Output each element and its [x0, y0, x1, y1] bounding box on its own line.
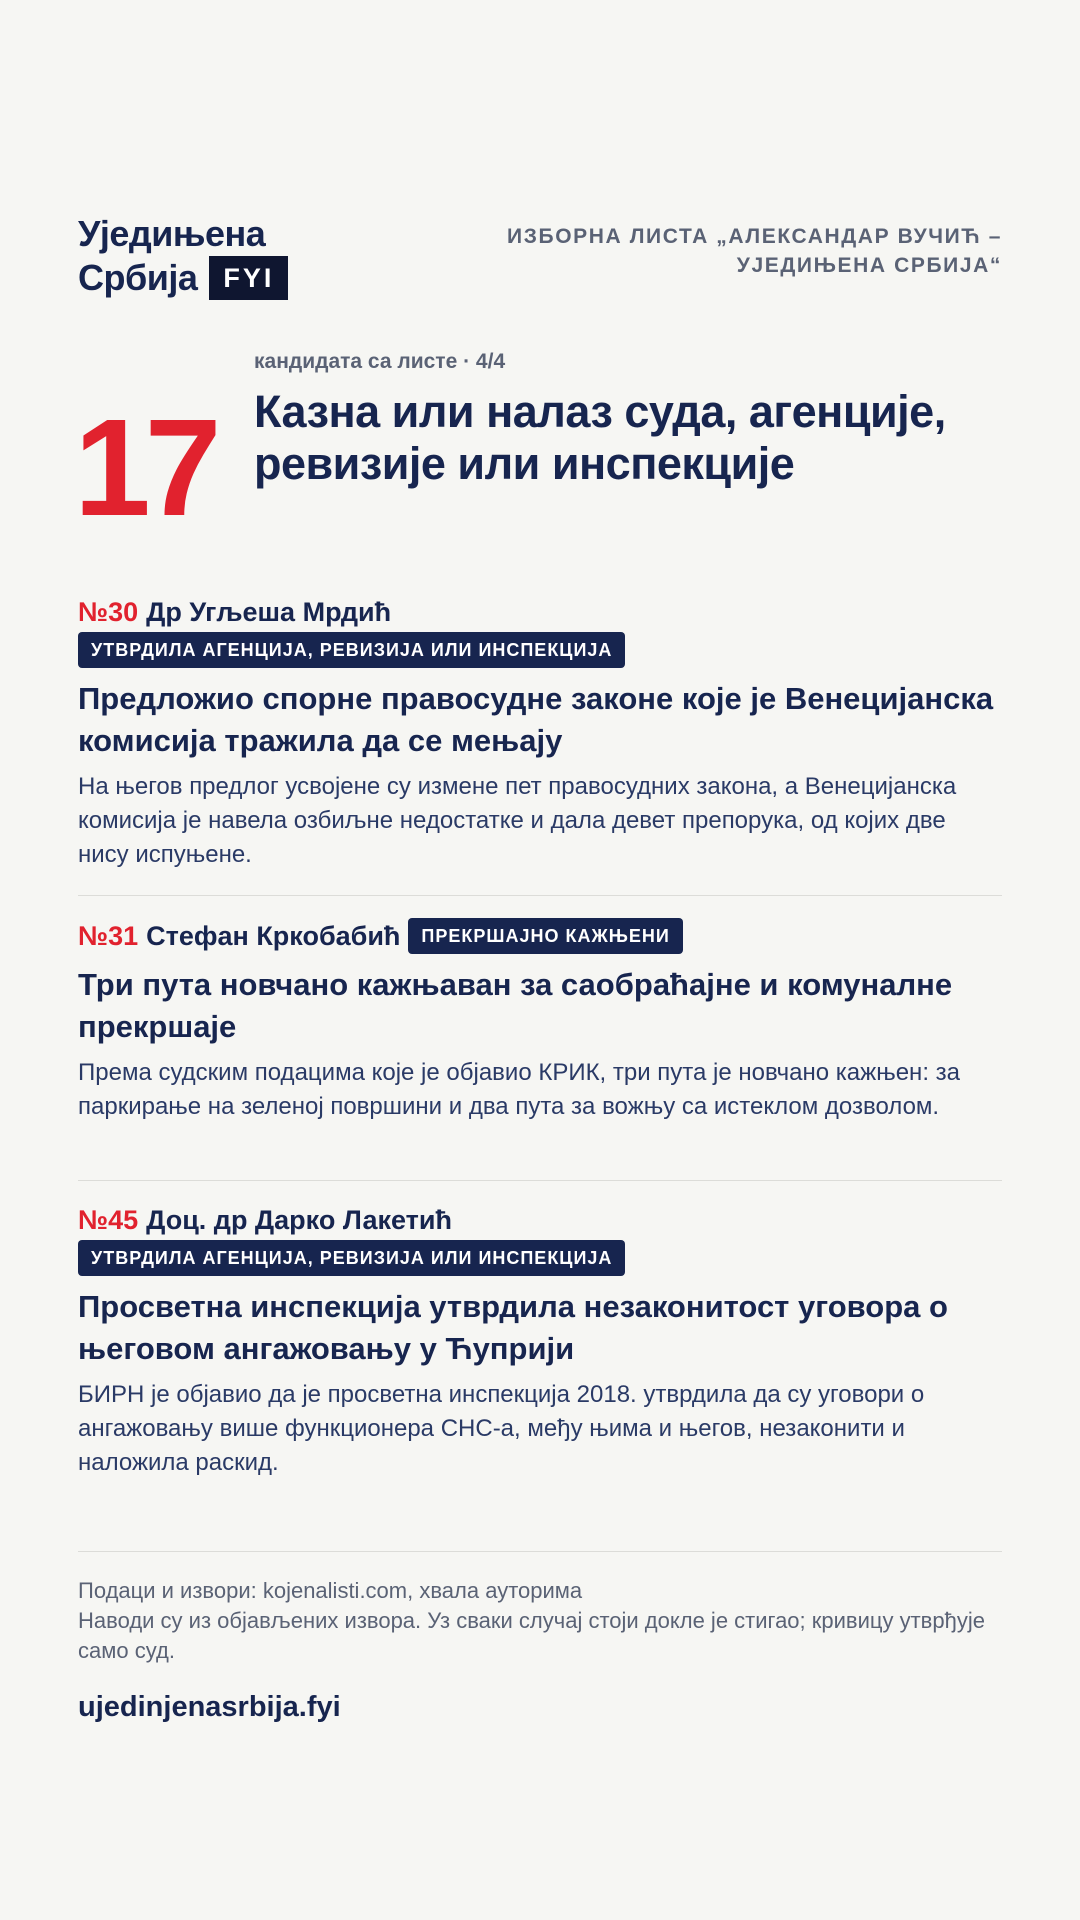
entry-name: Стефан Кркобабић: [146, 921, 401, 951]
status-badge: ПРЕКРШАЈНО КАЖЊЕНИ: [408, 918, 682, 954]
logo-line1: Уједињена: [78, 213, 266, 254]
entry-number: №31: [78, 921, 139, 951]
entry-number: №45: [78, 1205, 139, 1235]
logo: [78, 214, 288, 300]
hero-subtitle: кандидата са листе · 4/4: [254, 350, 506, 373]
header: [78, 214, 1002, 304]
entry-item: [78, 596, 1002, 872]
entry-body: Према судским подацима које је објавио КРИК, три пута је новчано кажњен: за паркирање на зеленој површини и два пута за вожњу са истеклом дозволом.: [78, 1059, 960, 1120]
footer-disclaimer: Наводи су из објављених извора. Уз сваки случај стоји докле је стигао; кривицу утврђује само суд.: [78, 1608, 985, 1663]
entry-name: Доц. др Дарко Лакетић: [146, 1205, 452, 1235]
list-title: ИЗБОРНА ЛИСТА „АЛЕКСАНДАР ВУЧИЋ – УЈЕДИЊЕНА СРБИЈА“: [507, 225, 1002, 277]
footer-url-link[interactable]: ujedinjenasrbija.fyi: [78, 1691, 341, 1723]
entry-head: [78, 918, 1002, 954]
entry-item: [78, 918, 1002, 1124]
logo-line2-text: Србија: [78, 257, 198, 298]
hero: [74, 350, 1002, 545]
entry-head: [78, 596, 1002, 628]
footer: [78, 1576, 1002, 1724]
footer-divider: [78, 1551, 1002, 1552]
entry-head: [78, 1204, 1002, 1236]
entry-body: На његов предлог усвојене су измене пет правосудних закона, а Венецијанска комисија је навела озбиљне недостатке и дала девет препорука, од којих две нису испуњене.: [78, 773, 957, 868]
status-badge: УТВРДИЛА АГЕНЦИЈА, РЕВИЗИЈА ИЛИ ИНСПЕКЦИЈА: [78, 632, 625, 668]
divider: [78, 1180, 1002, 1181]
entry-body: БИРН је објавио да је просветна инспекција 2018. утврдила да су уговори о ангажовању више функционера СНС-а, међу њима и његов, незаконити и наложила раскид.: [78, 1381, 925, 1476]
status-badge: УТВРДИЛА АГЕНЦИЈА, РЕВИЗИЈА ИЛИ ИНСПЕКЦИЈА: [78, 1240, 625, 1276]
entry-title: Три пута новчано кажњаван за саобраћајне и комуналне прекршаје: [78, 967, 953, 1044]
hero-title: Казна или налаз суда, агенције, ревизије или инспекције: [254, 386, 946, 489]
entry-item: [78, 1204, 1002, 1480]
hero-count: 17: [74, 391, 216, 545]
entry-title: Просветна инспекција утврдила незаконитост уговора о његовом ангажовању у Ћуприји: [78, 1289, 948, 1366]
hero-text: [254, 350, 1002, 490]
divider: [78, 895, 1002, 896]
footer-sources: Подаци и извори: kojenalisti.com, хвала ауторима: [78, 1578, 583, 1603]
entry-title: Предложио спорне правосудне законе које је Венецијанска комисија тражила да се мењају: [78, 681, 994, 758]
entry-name: Др Угљеша Мрдић: [146, 597, 392, 627]
entry-number: №30: [78, 597, 139, 627]
logo-fyi-badge: FYI: [209, 256, 288, 300]
logo-line2: [78, 256, 288, 300]
page: [74, 0, 1002, 1920]
